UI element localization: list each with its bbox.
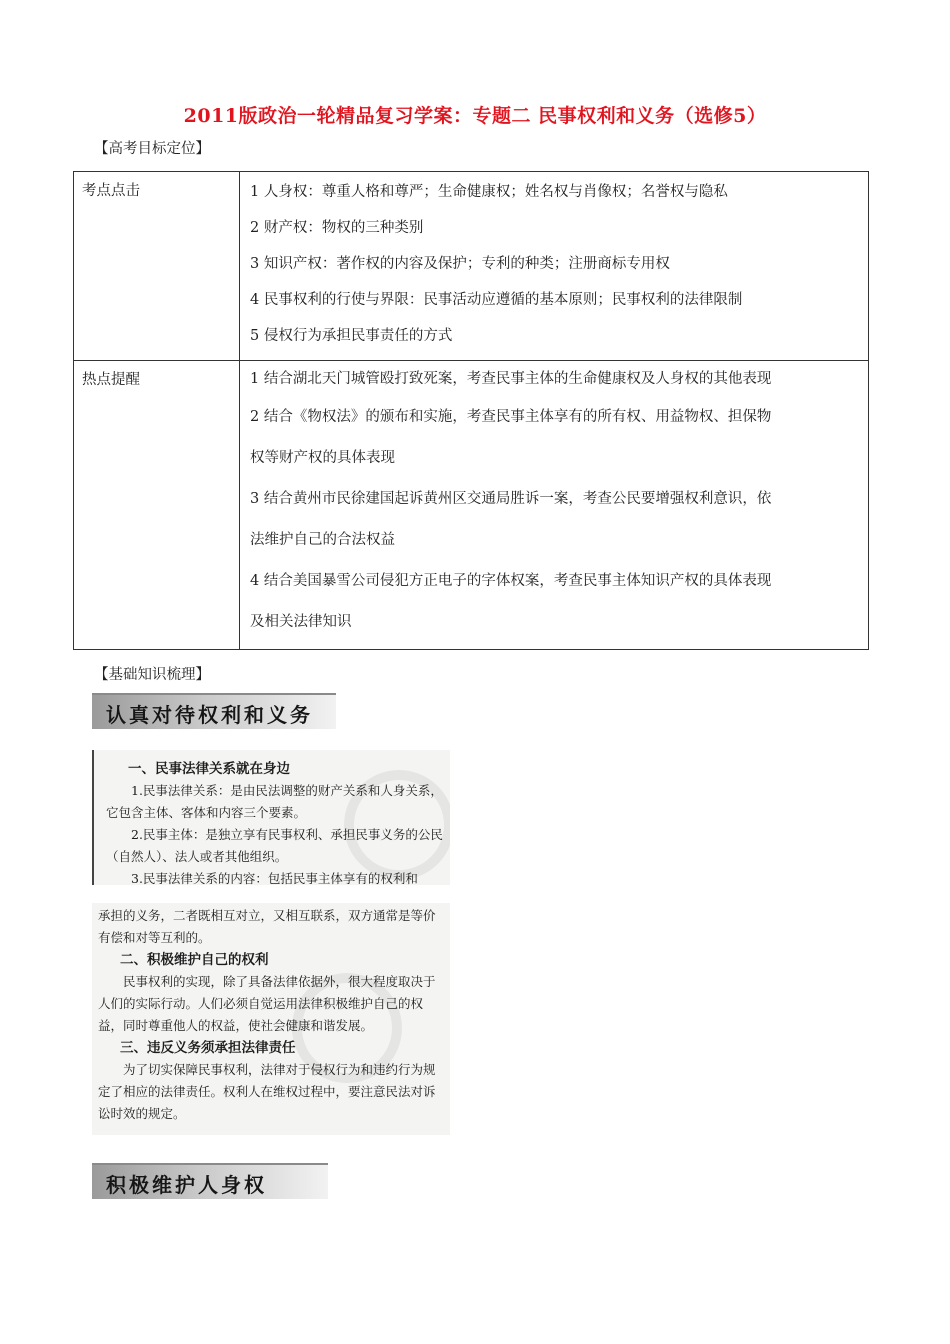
chapter-banner xyxy=(92,1163,328,1199)
list-item: 1 人身权：尊重人格和尊严；生命健康权；姓名权与肖像权；名誉权与隐私 xyxy=(250,184,728,200)
list-item-continuation: 及相关法律知识 xyxy=(250,614,352,630)
goals-table xyxy=(73,171,869,650)
table-row xyxy=(74,361,869,650)
section-heading-basics: 【基础知识梳理】 xyxy=(94,667,210,683)
list-item: 3 知识产权：著作权的内容及保护；专利的种类；注册商标专用权 xyxy=(250,256,670,272)
row-content-exam-points xyxy=(240,172,869,361)
table-row xyxy=(74,172,869,361)
list-item: 1 结合湖北天门城管殴打致死案，考查民事主体的生命健康权及人身权的其他表现 xyxy=(250,371,772,387)
excerpt-paragraph: 1.民事法律关系：是由民法调整的财产关系和人身关系，它包含主体、客体和内容三个要素。 xyxy=(106,783,443,820)
list-item: 4 民事权利的行使与界限：民事活动应遵循的基本原则；民事权利的法律限制 xyxy=(250,292,743,308)
row-label-hot-topics: 热点提醒 xyxy=(74,361,240,650)
list-item-continuation: 权等财产权的具体表现 xyxy=(250,450,395,466)
excerpt-paragraph: 2.民事主体：是独立享有民事权利、承担民事义务的公民（自然人）、法人或者其他组织。 xyxy=(106,827,443,864)
excerpt-paragraph: 承担的义务，二者既相互对立，又相互联系，双方通常是等价有偿和对等互利的。 xyxy=(98,908,436,945)
list-item: 2 财产权：物权的三种类别 xyxy=(250,220,424,236)
row-label-exam-points: 考点点击 xyxy=(74,172,240,361)
excerpt-heading: 三、违反义务须承担法律责任 xyxy=(120,1040,296,1056)
banner-title: 积极维护人身权 xyxy=(106,1173,267,1197)
row-content-hot-topics xyxy=(240,361,869,650)
list-item: 5 侵权行为承担民事责任的方式 xyxy=(250,328,453,344)
scanned-textbook-excerpt xyxy=(92,903,450,1135)
banner-title: 认真对待权利和义务 xyxy=(106,703,313,727)
list-item-continuation: 法维护自己的合法权益 xyxy=(250,532,395,548)
chapter-banner xyxy=(92,693,336,729)
list-item: 4 结合美国暴雪公司侵犯方正电子的字体权案，考查民事主体知识产权的具体表现 xyxy=(250,573,772,589)
scanned-textbook-excerpt xyxy=(92,750,450,885)
excerpt-heading: 一、民事法律关系就在身边 xyxy=(128,761,290,777)
list-item: 2 结合《物权法》的颁布和实施，考查民事主体享有的所有权、用益物权、担保物 xyxy=(250,409,772,425)
excerpt-paragraph: 民事权利的实现，除了具备法律依据外，很大程度取决于人们的实际行动。人们必须自觉运用法律积极维护自己的权益，同时尊重他人的权益，使社会健康和谐发展。 xyxy=(98,974,436,1033)
excerpt-paragraph: 3.民事法律关系的内容：包括民事主体享有的权利和 xyxy=(131,871,418,885)
list-item: 3 结合黄州市民徐建国起诉黄州区交通局胜诉一案，考查公民要增强权利意识，依 xyxy=(250,491,772,507)
excerpt-paragraph: 为了切实保障民事权利，法律对于侵权行为和违约行为规定了相应的法律责任。权利人在维权过程中，要注意民法对诉讼时效的规定。 xyxy=(98,1062,436,1121)
section-heading-goals: 【高考目标定位】 xyxy=(94,141,210,157)
document-title: 2011版政治一轮精品复习学案：专题二 民事权利和义务（选修5） xyxy=(183,105,767,127)
excerpt-heading: 二、积极维护自己的权利 xyxy=(120,952,269,968)
